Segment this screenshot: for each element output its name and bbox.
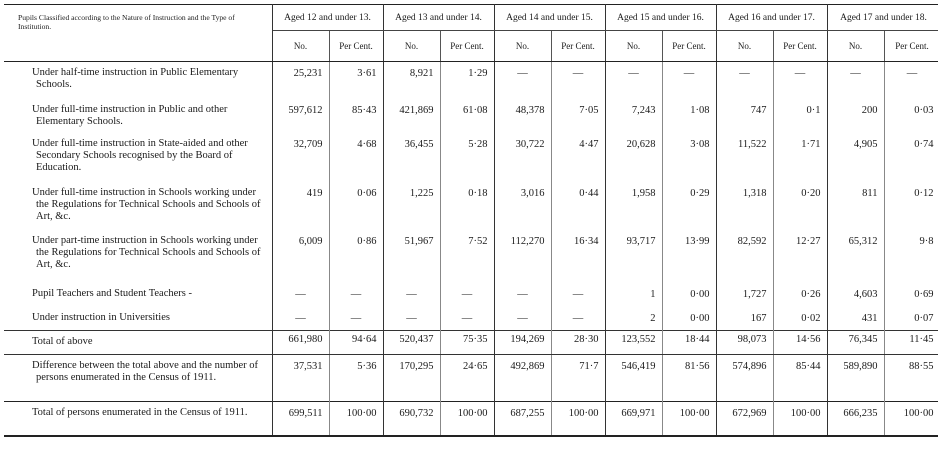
cell-number: — [272,283,329,307]
cell-number: 669,971 [605,402,662,436]
cell-number: 32,709 [272,133,329,182]
column-header-description: Pupils Classified according to the Nature of Instruction and the Type of Institution. [4,5,272,62]
cell-percent: 18·44 [662,331,716,355]
cell-number: 25,231 [272,62,329,99]
row-description [4,283,272,307]
cell-percent: 14·56 [773,331,827,355]
cell-number: 546,419 [605,355,662,402]
column-header-age-13: Aged 13 and under 14. [383,5,494,31]
cell-percent: 16·34 [551,230,605,283]
table-body [4,62,938,436]
cell-percent: 0·20 [773,182,827,230]
cell-number: 419 [272,182,329,230]
cell-percent: 0·07 [884,307,938,331]
row-label [10,104,32,116]
cell-number: — [605,62,662,99]
cell-percent: 0·18 [440,182,494,230]
cell-percent: — [551,62,605,99]
cell-percent: 24·65 [440,355,494,402]
row-text: Pupil Teachers and Student Teachers - [32,287,192,299]
cell-percent: 94·64 [329,331,383,355]
cell-number: 7,243 [605,99,662,133]
cell-percent: 11·45 [884,331,938,355]
cell-number: — [716,62,773,99]
cell-percent: 100·00 [551,402,605,436]
cell-number: 123,552 [605,331,662,355]
cell-percent: 100·00 [329,402,383,436]
row-text: Under half-time instruction in Public Elementary Schools. [32,67,239,91]
table-row [4,355,938,402]
row-label [10,360,32,372]
row-description [4,331,272,355]
cell-number: 1,727 [716,283,773,307]
cell-number: 3,016 [494,182,551,230]
cell-percent: 81·56 [662,355,716,402]
row-label [10,138,32,150]
cell-number: 76,345 [827,331,884,355]
table-row [4,62,938,99]
cell-number: 167 [716,307,773,331]
column-header-number: No. [383,31,440,62]
column-header-percent: Per Cent. [662,31,716,62]
table-row [4,182,938,230]
cell-percent: — [662,62,716,99]
row-label [10,407,32,419]
cell-number: 699,511 [272,402,329,436]
column-header-number: No. [494,31,551,62]
cell-percent: 0·26 [773,283,827,307]
cell-percent: 7·52 [440,230,494,283]
cell-number: 30,722 [494,133,551,182]
row-description [4,99,272,133]
cell-percent: 0·02 [773,307,827,331]
column-header-percent: Per Cent. [884,31,938,62]
cell-number: 421,869 [383,99,440,133]
table-row [4,402,938,436]
cell-percent: 71·7 [551,355,605,402]
column-header-age-12: Aged 12 and under 13. [272,5,383,31]
cell-number: 492,869 [494,355,551,402]
cell-percent: 88·55 [884,355,938,402]
cell-number: — [494,307,551,331]
table-row [4,230,938,283]
cell-number: 574,896 [716,355,773,402]
header-row-ages [4,5,938,31]
cell-number: 1 [605,283,662,307]
cell-percent: 28·30 [551,331,605,355]
cell-number: 597,612 [272,99,329,133]
table-row [4,331,938,355]
row-label [10,67,32,79]
cell-percent: 4·68 [329,133,383,182]
row-label [10,312,32,324]
cell-percent: 7·05 [551,99,605,133]
cell-percent: 61·08 [440,99,494,133]
cell-percent: 3·08 [662,133,716,182]
cell-number: 4,905 [827,133,884,182]
cell-number: — [272,307,329,331]
row-text: Under part-time instruction in Schools working under the Regulations for Technical Schools and Schools of Art, &c. [32,234,261,270]
cell-number: 112,270 [494,230,551,283]
cell-number: 51,967 [383,230,440,283]
cell-number: — [494,283,551,307]
cell-number: — [827,62,884,99]
cell-number: 2 [605,307,662,331]
cell-number: 747 [716,99,773,133]
cell-percent: 0·69 [884,283,938,307]
cell-number: 11,522 [716,133,773,182]
cell-percent: 85·43 [329,99,383,133]
cell-percent: 100·00 [773,402,827,436]
table-row [4,283,938,307]
cell-number: 82,592 [716,230,773,283]
cell-number: 98,073 [716,331,773,355]
cell-percent: — [551,307,605,331]
cell-percent: 1·71 [773,133,827,182]
cell-percent: 0·03 [884,99,938,133]
column-header-number: No. [827,31,884,62]
row-label [10,336,32,348]
row-text: Total of persons enumerated in the Census of 1911. [32,407,248,418]
cell-percent: 9·8 [884,230,938,283]
cell-number: 1,958 [605,182,662,230]
row-text: Total of above [32,336,93,347]
cell-percent: — [440,283,494,307]
cell-number: 520,437 [383,331,440,355]
cell-number: 6,009 [272,230,329,283]
row-label [10,288,32,300]
column-header-age-17: Aged 17 and under 18. [827,5,938,31]
row-description [4,307,272,331]
cell-percent: — [440,307,494,331]
cell-number: 20,628 [605,133,662,182]
cell-percent: — [773,62,827,99]
cell-number: 431 [827,307,884,331]
cell-percent: 5·28 [440,133,494,182]
row-description [4,402,272,436]
row-description [4,133,272,182]
cell-percent: — [884,62,938,99]
cell-percent: 0·29 [662,182,716,230]
row-description [4,182,272,230]
cell-percent: 0·86 [329,230,383,283]
column-header-number: No. [272,31,329,62]
column-header-percent: Per Cent. [440,31,494,62]
cell-percent: 0·44 [551,182,605,230]
cell-percent: 3·61 [329,62,383,99]
row-label [10,235,32,247]
cell-number: 811 [827,182,884,230]
cell-number: 48,378 [494,99,551,133]
column-header-age-16: Aged 16 and under 17. [716,5,827,31]
statistics-table [4,4,938,437]
cell-percent: — [551,283,605,307]
cell-number: 589,890 [827,355,884,402]
cell-number: — [494,62,551,99]
row-text: Under full-time instruction in Public and other Elementary Schools. [32,103,228,127]
table-row [4,307,938,331]
cell-number: 194,269 [494,331,551,355]
cell-number: 672,969 [716,402,773,436]
cell-number: 661,980 [272,331,329,355]
cell-percent: 0·00 [662,283,716,307]
cell-number: 690,732 [383,402,440,436]
row-description [4,230,272,283]
cell-number: 170,295 [383,355,440,402]
cell-number: 1,318 [716,182,773,230]
cell-percent: 0·00 [662,307,716,331]
column-header-percent: Per Cent. [773,31,827,62]
column-header-percent: Per Cent. [329,31,383,62]
column-header-number: No. [605,31,662,62]
cell-percent: 85·44 [773,355,827,402]
cell-number: 93,717 [605,230,662,283]
table-row [4,133,938,182]
cell-percent: 0·12 [884,182,938,230]
row-text: Under instruction in Universities [32,311,170,323]
cell-percent: 75·35 [440,331,494,355]
column-header-number: No. [716,31,773,62]
cell-number: 1,225 [383,182,440,230]
cell-percent: 0·74 [884,133,938,182]
cell-number: 687,255 [494,402,551,436]
cell-percent: — [329,283,383,307]
cell-number: 200 [827,99,884,133]
row-label [10,187,32,199]
cell-percent: 1·08 [662,99,716,133]
cell-percent: 13·99 [662,230,716,283]
cell-number: 4,603 [827,283,884,307]
row-text: Under full-time instruction in State-aided and other Secondary Schools recognised by the Board of Education. [32,137,248,173]
cell-number: — [383,283,440,307]
cell-number: 666,235 [827,402,884,436]
cell-percent: 100·00 [662,402,716,436]
column-header-age-14: Aged 14 and under 15. [494,5,605,31]
cell-percent: 1·29 [440,62,494,99]
cell-percent: 4·47 [551,133,605,182]
cell-percent: — [329,307,383,331]
row-text: Under full-time instruction in Schools working under the Regulations for Technical Schools and Schools of Art, &c. [32,186,261,222]
cell-percent: 100·00 [440,402,494,436]
cell-percent: 5·36 [329,355,383,402]
cell-percent: 12·27 [773,230,827,283]
table-row [4,99,938,133]
column-header-percent: Per Cent. [551,31,605,62]
column-header-age-15: Aged 15 and under 16. [605,5,716,31]
row-description [4,355,272,402]
cell-number: 36,455 [383,133,440,182]
cell-number: 65,312 [827,230,884,283]
cell-number: 8,921 [383,62,440,99]
row-text: Difference between the total above and the number of persons enumerated in the Census of 1911. [32,360,259,384]
row-description [4,62,272,99]
cell-percent: 0·1 [773,99,827,133]
cell-percent: 100·00 [884,402,938,436]
cell-percent: 0·06 [329,182,383,230]
cell-number: 37,531 [272,355,329,402]
cell-number: — [383,307,440,331]
